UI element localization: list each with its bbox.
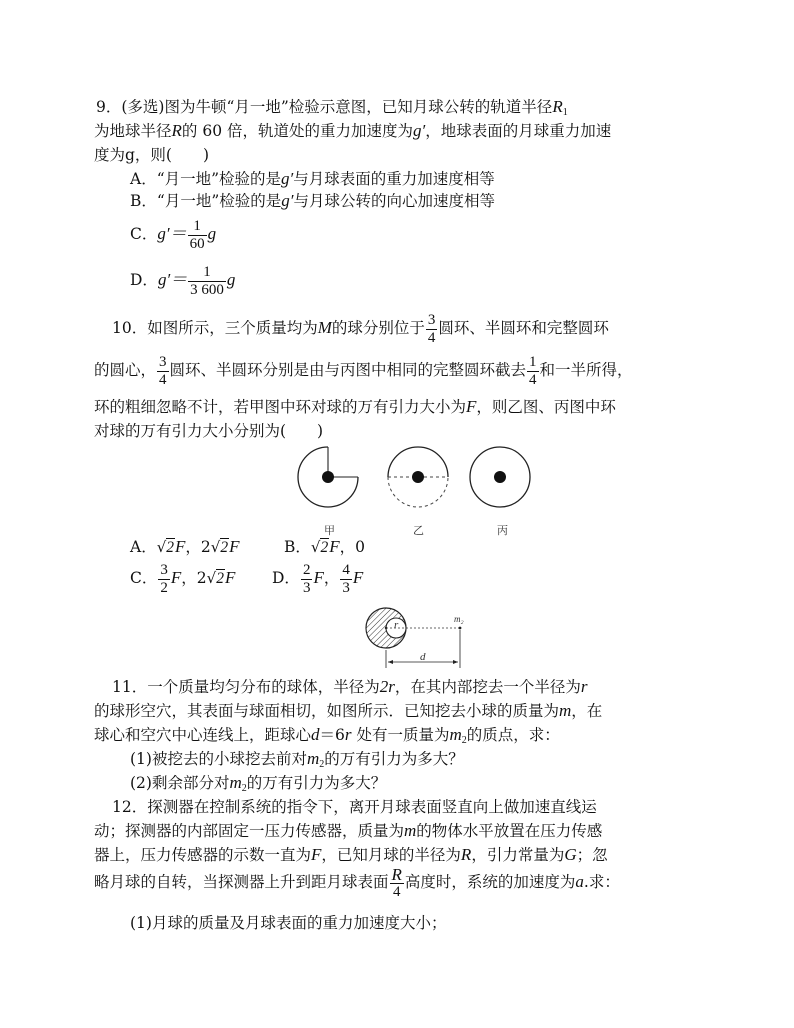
q12-text: 器上，压力传感器的示数一直为: [94, 846, 312, 864]
q9-d-fraction: [188, 264, 226, 299]
q10-text: ，2: [185, 538, 211, 556]
fraction-numerator: 1: [529, 353, 537, 370]
q10-var: F: [352, 568, 364, 587]
q11-text: 球心和空穴中心连线上，距球心: [94, 726, 312, 744]
q9-option-d: [130, 260, 235, 300]
fraction-denominator: 3: [302, 579, 311, 596]
q9-text: 与月球公转的向心加速度相等: [293, 192, 495, 210]
q10-line3: [94, 396, 616, 418]
q9-text: 为地球半径: [94, 122, 172, 140]
q10-line2: [94, 350, 633, 390]
q11-line2: [94, 700, 602, 722]
ball: [494, 471, 506, 483]
q10-three-quarter-fraction: [157, 354, 169, 389]
q11-sub: 2: [241, 783, 247, 794]
fraction-numerator: 3: [427, 311, 436, 328]
q9-var: R: [171, 121, 182, 140]
q9-var: g′＝: [157, 224, 187, 243]
q12-text: ，引力常量为: [471, 846, 565, 864]
q12-line4: [94, 862, 620, 902]
q11-sub: 2: [461, 735, 467, 746]
fraction-numerator: 1: [188, 264, 226, 282]
q12-text: (1)月球的质量及月球表面的重力加速度大小；: [130, 914, 447, 932]
figure-label-yi: 乙: [413, 524, 424, 537]
fraction-numerator: 1: [188, 218, 207, 236]
q10-text: 圆环、半圆环和完整圆环: [438, 319, 609, 337]
q9-option-c: [130, 214, 216, 254]
q11-var: m: [449, 725, 462, 744]
q9-var: g: [207, 224, 217, 243]
q10-text: B．: [284, 538, 311, 556]
q10-var: F: [313, 568, 324, 587]
point-mass: [459, 627, 462, 630]
q10-text: 和一半所得，: [539, 361, 633, 379]
q11-var: d: [311, 725, 320, 744]
q12-line2: [94, 820, 602, 842]
figure-label-bing: 丙: [497, 524, 508, 537]
q10-text: ，: [323, 569, 340, 587]
q11-sub: 2: [319, 759, 325, 770]
q12-text: 动；探测器的内部固定一压力传感器，质量为: [94, 822, 405, 840]
q10-text: ，2: [181, 569, 207, 587]
q10-option-b: [284, 536, 365, 559]
q12-text: .求：: [583, 873, 620, 891]
q9-var: g′: [413, 121, 426, 140]
q11-text: 的万有引力为多大？: [324, 750, 464, 768]
q9-text: 与月球表面的重力加速度相等: [293, 170, 495, 188]
q11-text: 的球形空穴，其表面与球面相切，如图所示．已知挖去小球的质量为: [94, 702, 560, 720]
q12-text: ；忽: [576, 846, 608, 864]
fraction-denominator: 2: [160, 579, 168, 596]
q10-var: F: [229, 537, 240, 556]
sqrt-icon: √: [310, 538, 321, 556]
q11-text: 11．一个质量均匀分布的球体，半径为: [112, 678, 380, 696]
q12-var: m: [404, 821, 417, 840]
fraction-numerator: 2: [302, 561, 311, 578]
q10-var: F: [466, 397, 477, 416]
fraction-denominator: 60: [189, 235, 205, 252]
q9-option-a: [130, 168, 495, 190]
arrow-left-icon: [388, 660, 393, 664]
q9-text: ，地球表面的月球重力加速: [425, 122, 612, 140]
q9-c-fraction: [188, 218, 207, 253]
fraction-denominator: 4: [427, 329, 436, 346]
q10-option-a: [130, 536, 239, 559]
ball: [322, 471, 334, 483]
q11-text: ，在其内部挖去一个半径为: [394, 678, 581, 696]
q12-sub1: [130, 912, 446, 934]
q10-d-fraction-2: [340, 562, 352, 597]
q9-var: g: [226, 270, 236, 289]
radicand: 2: [320, 539, 329, 556]
q11-text: 的万有引力为多大？: [246, 774, 387, 792]
q9-text: D．: [130, 271, 158, 289]
q10-c-fraction: [158, 562, 170, 597]
q11-var: m: [306, 749, 320, 768]
q12-text: 12．探测器在控制系统的指令下，离开月球表面竖直向上做加速直线运: [112, 798, 597, 816]
q11-var: 2r: [379, 677, 395, 696]
q11-var: m: [229, 773, 242, 792]
q9-text: B．“月一地”检验的是: [130, 192, 282, 210]
q10-option-d: [272, 558, 363, 598]
q10-var: M: [317, 318, 332, 337]
fraction-numerator: 4: [342, 561, 350, 578]
radicand: 2: [166, 539, 175, 556]
q11-text: ＝6: [319, 726, 345, 744]
q11-text: (2)剩余部分对: [130, 774, 230, 792]
q10-var: F: [224, 568, 236, 587]
q9-var: R: [552, 97, 563, 116]
radicand: 2: [220, 539, 229, 556]
q10-text: D．: [272, 569, 300, 587]
q10-line1: [112, 310, 609, 347]
fraction-denominator: 3 600: [190, 281, 224, 298]
q10-option-c: [130, 558, 235, 599]
q9-text: 的 60 倍，轨道处的重力加速度为: [181, 122, 413, 140]
q11-var: m: [559, 701, 572, 720]
q12-height-fraction: [390, 866, 404, 901]
q10-text: 环的粗细忽略不计，若甲图中环对球的万有引力大小为: [94, 398, 467, 416]
q11-var: r: [580, 677, 588, 696]
q10-text: ，则乙图、丙图中环: [476, 398, 616, 416]
q9-text: C．: [130, 225, 158, 243]
q10-text: 的球分别位于: [331, 319, 425, 337]
q12-text: 高度时，系统的加速度为: [404, 873, 576, 891]
label-r: r: [394, 619, 399, 631]
q12-var: F: [311, 845, 322, 864]
q10-text: 对球的万有引力大小分别为( ): [94, 422, 324, 440]
q10-text: 10．如图所示，三个质量均为: [112, 319, 318, 337]
q9-option-b: [130, 190, 495, 212]
fraction-numerator: 3: [159, 353, 167, 370]
arrow-right-icon: [453, 660, 458, 664]
q11-line1: [112, 676, 588, 698]
q11-text: ，在: [571, 702, 603, 720]
figure-label-jia: 甲: [324, 524, 335, 537]
fraction-numerator: R: [391, 864, 402, 884]
radicand: 2: [216, 570, 224, 587]
q9-var: g′＝: [157, 270, 188, 289]
q10-text: 的圆心，: [94, 361, 157, 379]
q9-line3: [94, 144, 209, 166]
q10-d-fraction-1: [301, 562, 313, 597]
q12-var: R: [460, 845, 472, 864]
q10-text: A．: [130, 538, 157, 556]
ring-figures: [290, 436, 550, 536]
ball: [412, 471, 424, 483]
label-d: d: [420, 651, 426, 663]
q10-quarter-fraction: [527, 354, 539, 389]
q12-text: 的物体水平放置在压力传感: [416, 822, 603, 840]
q12-text: 略月球的自转，当探测器上升到距月球表面: [94, 873, 389, 891]
q10-line4: [94, 420, 323, 442]
q12-text: ，已知月球的半径为: [321, 846, 461, 864]
q12-var: G: [564, 845, 577, 864]
q10-text: ，0: [339, 538, 365, 556]
q10-three-quarter-fraction: [426, 312, 438, 347]
q10-text: C．: [130, 569, 158, 587]
label-m2: m₂: [454, 614, 464, 624]
fraction-denominator: 3: [342, 579, 350, 596]
fraction-numerator: 3: [160, 561, 168, 578]
q10-var: F: [329, 537, 340, 556]
q10-var: F: [175, 537, 186, 556]
q11-text: 处有一质量为: [351, 726, 450, 744]
sqrt-icon: √: [156, 538, 167, 556]
q9-sub: 1: [562, 107, 568, 118]
q10-text: 圆环、半圆环分别是由与丙图中相同的完整圆环截去: [169, 361, 527, 379]
q11-text: (1)被挖去的小球挖去前对: [130, 750, 307, 768]
q12-var: a: [575, 872, 584, 891]
fraction-denominator: 4: [159, 371, 167, 388]
q9-text: A．“月一地”检验的是: [130, 170, 282, 188]
q12-line1: [112, 796, 597, 818]
q9-text: 度为g，则( ): [94, 146, 210, 164]
q11-text: 的质点，求：: [466, 726, 560, 744]
sqrt-icon: √: [210, 538, 221, 556]
q9-line2: [94, 120, 611, 142]
q9-var: g′: [281, 191, 294, 210]
q9-text: 9．(多选)图为牛顿“月一地”检验示意图，已知月球公转的轨道半径: [96, 98, 553, 116]
q11-var: r: [344, 725, 352, 744]
fraction-denominator: 4: [529, 371, 537, 388]
q10-var: F: [170, 568, 182, 587]
q9-var: g′: [281, 169, 294, 188]
sqrt-icon: √: [206, 569, 217, 587]
fraction-denominator: 4: [392, 883, 401, 900]
